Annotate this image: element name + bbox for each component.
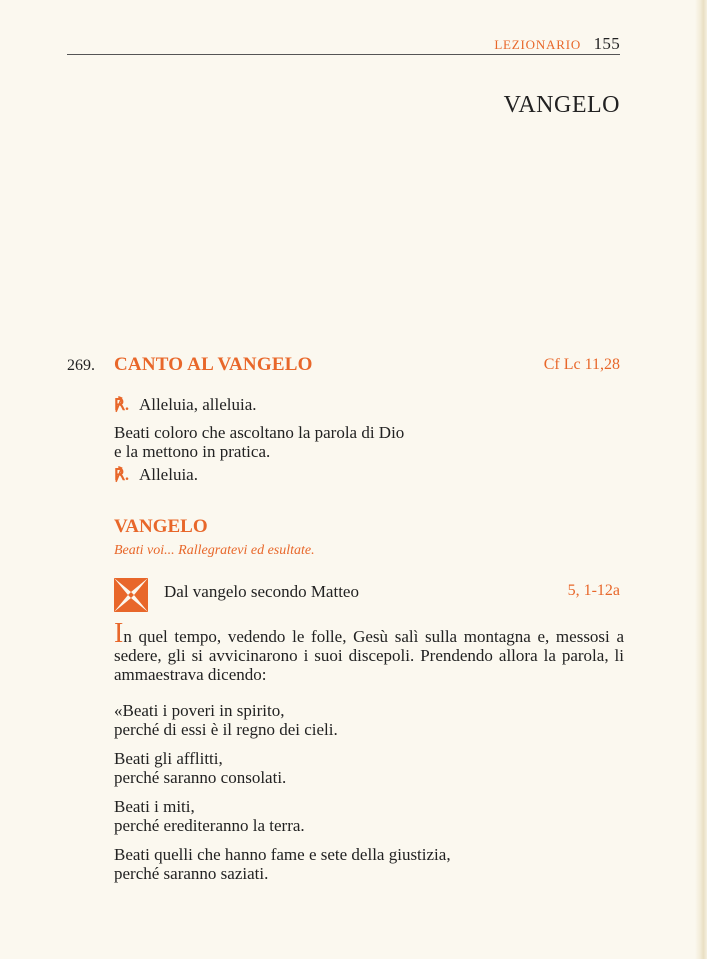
page-edge bbox=[695, 0, 707, 959]
beatitude-line: perché erediteranno la terra. bbox=[114, 816, 305, 835]
gospel-reference: 5, 1-12a bbox=[567, 582, 620, 599]
item-number: 269. bbox=[67, 357, 95, 374]
canto-verse-line-2: e la mettono in pratica. bbox=[114, 442, 271, 461]
gospel-source: Dal vangelo secondo Matteo bbox=[164, 582, 359, 601]
gospel-incipit bbox=[114, 618, 624, 684]
running-head-section: LEZIONARIO bbox=[494, 37, 582, 52]
response-symbol: ℟. bbox=[114, 397, 129, 414]
beatitude-line: perché saranno consolati. bbox=[114, 768, 287, 787]
response-line-1 bbox=[114, 395, 257, 415]
beatitude-line: perché di essi è il regno dei cieli. bbox=[114, 720, 338, 739]
maltese-cross-icon bbox=[114, 578, 148, 612]
header-rule bbox=[67, 54, 620, 55]
response-text-2: Alleluia. bbox=[138, 465, 198, 484]
beatitude-line: perché saranno saziati. bbox=[114, 864, 269, 883]
response-symbol: ℟. bbox=[114, 467, 129, 484]
response-line-2 bbox=[114, 465, 198, 485]
drop-cap: I bbox=[114, 618, 124, 649]
beatitude-line: Beati i miti, bbox=[114, 797, 195, 816]
canto-title: CANTO AL VANGELO bbox=[114, 354, 313, 375]
page-number: 155 bbox=[593, 34, 620, 53]
beatitude-line: Beati quelli che hanno fame e sete della giustizia, bbox=[114, 845, 451, 864]
response-text-1: Alleluia, alleluia. bbox=[138, 395, 257, 414]
gospel-title: VANGELO bbox=[114, 516, 208, 537]
running-head bbox=[494, 34, 620, 54]
canto-verse-line-1: Beati coloro che ascoltano la parola di Dio bbox=[114, 423, 405, 442]
canto-reference: Cf Lc 11,28 bbox=[543, 356, 620, 373]
gospel-subtitle: Beati voi... Rallegratevi ed esultate. bbox=[114, 543, 315, 558]
incipit-text: n quel tempo, vedendo le folle, Gesù salì sulla montagna e, messosi a sedere, gli si avvicinarono i suoi discepoli. Prendendo allora la parola, li ammaestrava dicendo: bbox=[114, 627, 624, 684]
beatitude-line: «Beati i poveri in spirito, bbox=[114, 701, 285, 720]
beatitude-line: Beati gli afflitti, bbox=[114, 749, 223, 768]
chapter-title: VANGELO bbox=[503, 92, 620, 118]
